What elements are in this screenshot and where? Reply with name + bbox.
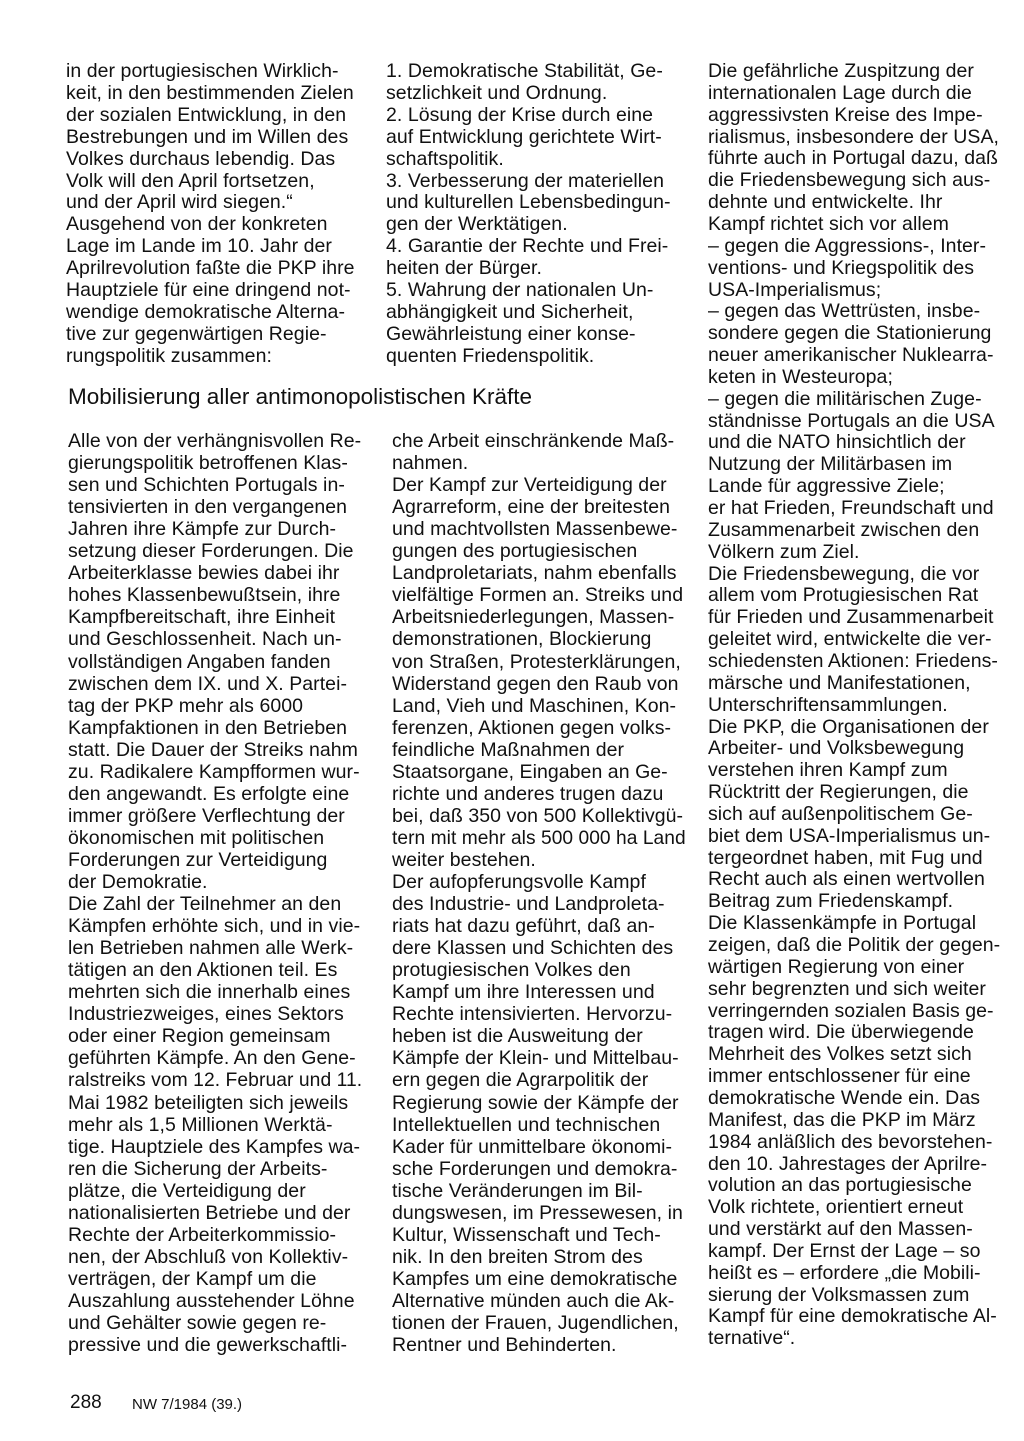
text-line: Widerstand gegen den Raub von [392,672,679,695]
text-line: Zusammenarbeit zwischen den [708,518,980,541]
text-line: ständnisse Portugals an die USA [708,409,995,432]
text-line: märsche und Manifestationen, [708,671,971,694]
text-line: Mai 1982 beteiligten sich jeweils [68,1091,349,1114]
text-line: internationalen Lage durch die [708,81,972,104]
text-line: nationalisierten Betriebe und der [68,1201,351,1224]
text-line: heiten der Bürger. [386,257,542,280]
text-line: Arbeiter- und Volksbewegung [708,737,965,760]
text-line: ern gegen die Agrarpolitik der [392,1069,649,1092]
text-line: wärtigen Regierung von einer [708,955,965,978]
text-line: Regierung sowie der Kämpfe der [392,1091,679,1114]
text-line: dungswesen, im Pressewesen, in [392,1201,683,1224]
text-line: gungen des portugiesischen [392,540,638,563]
text-line: sierung der Volksmassen zum [708,1283,970,1306]
text-line: Der Kampf zur Verteidigung der [392,474,667,497]
text-line: 2. Lösung der Krise durch eine [386,103,654,126]
text-line: Kämpfe der Klein- und Mittelbau- [392,1047,679,1070]
text-line: tive zur gegenwärtigen Regie- [66,322,327,345]
text-line: demonstrationen, Blockierung [392,628,652,651]
text-line: Rechte der Arbeiterkommissio- [68,1223,337,1246]
text-line: Volk richtete, orientiert erneut [708,1196,964,1219]
text-line: volution an das portugiesische [708,1174,972,1197]
text-line: setzung dieser Forderungen. Die [68,540,354,563]
text-line: Die Klassenkämpfe in Portugal [708,912,977,935]
text-line: vollständigen Angaben fanden [68,650,331,673]
text-line: vielfältige Formen an. Streiks und [392,584,684,607]
text-line: führte auch in Portugal dazu, daß [708,147,998,170]
text-line: den angewandt. Es erfolgte eine [68,782,350,805]
text-line: oder einer Region gemeinsam [68,1025,331,1048]
text-line: und Gehälter sowie gegen re- [68,1312,327,1334]
text-line: Industriezweiges, eines Sektors [68,1003,344,1026]
text-line: Arbeiterklasse bewies dabei ihr [68,562,340,585]
text-line: statt. Die Dauer der Streiks nahm [68,738,358,761]
text-line: tische Veränderungen im Bil- [392,1179,643,1202]
text-line: aggressivsten Kreise des Impe- [708,103,983,126]
text-line: sche Forderungen und demokra- [392,1157,678,1180]
text-line: weiter bestehen. [392,848,536,871]
text-line: Kämpfen erhöhte sich, und in vie- [68,915,361,938]
text-line: heißt es – erfordere „die Mobili- [708,1261,981,1284]
text-line: Kampf für eine demokratische Al- [708,1305,997,1328]
text-line: tionen der Frauen, Jugendlichen, [392,1312,679,1334]
text-line: Bestrebungen und im Willen des [66,125,349,148]
text-line: geführten Kämpfe. An den Gene- [68,1047,356,1070]
text-line: nen, der Abschluß von Kollektiv- [68,1245,349,1268]
text-line: 5. Wahrung der nationalen Un- [386,279,654,301]
text-line: Die PKP, die Organisationen der [708,715,989,738]
text-line: und Geschlossenheit. Nach un- [68,628,342,651]
text-line: tag der PKP mehr als 6000 [68,694,304,717]
text-line: richte und anderes trugen dazu [392,782,664,805]
text-line: Der aufopferungsvolle Kampf [392,871,646,893]
text-line: mehrten sich die innerhalb eines [68,981,351,1004]
text-line: Kultur, Wissenschaft und Tech- [392,1223,661,1246]
text-line: Staatsorgane, Eingaben an Ge- [392,760,668,783]
text-line: ren die Sicherung der Arbeits- [68,1157,328,1180]
text-line: che Arbeit einschränkende Maß- [392,430,675,452]
text-line: sich auf außenpolitischem Ge- [708,802,973,825]
text-line: sen und Schichten Portugals in- [68,474,345,497]
text-line: Arbeitsniederlegungen, Massen- [392,606,675,629]
text-line: ventions- und Kriegspolitik des [708,256,975,279]
text-line: auf Entwicklung gerichtete Wirt- [386,125,662,148]
text-line: wendige demokratische Alterna- [66,300,345,323]
issue-reference: NW 7/1984 (39.) [132,1396,243,1413]
text-line: tensivierten in den vergangenen [68,496,348,519]
text-line: immer größere Verflechtung der [68,804,345,827]
text-line: Rechte intensivierten. Hervorzu- [392,1003,673,1026]
text-line: mehr als 1,5 Millionen Werktä- [68,1113,333,1136]
text-line: von Straßen, Protesterklärungen, [392,650,681,673]
text-line: 1. Demokratische Stabilität, Ge- [386,60,663,82]
text-line: zwischen dem IX. und X. Partei- [68,672,348,695]
text-line: tern mit mehr als 500 000 ha Land [392,826,686,849]
text-line: Kampfaktionen in den Betrieben [68,716,348,739]
text-line: gen der Werktätigen. [386,213,568,236]
text-line: Land, Vieh und Maschinen, Kon- [392,694,677,717]
text-line: Alternative münden auch die Ak- [392,1289,675,1312]
text-line: ökonomischen mit politischen [68,826,325,849]
text-line: Beitrag zum Friedenskampf. [708,890,954,913]
text-line: 4. Garantie der Rechte und Frei- [386,235,669,258]
text-line: rialismus, insbesondere der USA, [708,125,999,148]
text-line: – gegen die militärischen Zuge- [708,387,982,410]
text-line: keit, in den bestimmenden Zielen [66,81,354,104]
text-line: Volk will den April fortsetzen, [66,169,315,192]
text-line: 3. Verbesserung der materiellen [386,169,664,192]
text-line: Recht auch als einen wertvollen [708,868,985,891]
text-line: 1984 anläßlich des bevorstehen- [708,1130,993,1153]
text-line: feindliche Maßnahmen der [392,738,625,761]
text-line: zu. Radikalere Kampfformen wur- [68,760,360,783]
text-line: Landproletariats, nahm ebenfalls [392,562,677,585]
text-line: und machtvollsten Massenbewe- [392,518,678,541]
text-line: – gegen die Aggressions-, Inter- [708,234,987,257]
text-line: Kampfes um eine demokratische [392,1267,678,1290]
text-line: abhängigkeit und Sicherheit, [386,300,634,323]
text-line: der Demokratie. [68,871,208,893]
text-line: hohes Klassenbewußtsein, ihre [68,584,341,607]
text-line: für Frieden und Zusammenarbeit [708,606,994,629]
text-line: Rücktritt der Regierungen, die [708,781,969,804]
text-line: Ausgehend von der konkreten [66,213,328,236]
text-line: geleitet wird, entwickelte die ver- [708,628,992,651]
text-line: Lande für aggressive Ziele; [708,475,945,498]
text-line: er hat Frieden, Freundschaft und [708,497,994,519]
text-line: riats hat dazu geführt, daß an- [392,915,655,938]
text-line: tige. Hauptziele des Kampfes wa- [68,1135,361,1158]
text-line: dere Klassen und Schichten des [392,937,674,960]
text-line: verträgen, der Kampf um die [68,1267,317,1290]
text-line: Nutzung der Militärbasen im [708,453,953,476]
text-line: ralstreiks vom 12. Februar und 11. [68,1069,363,1092]
text-line: bei, daß 350 von 500 Kollektivgü- [392,804,684,827]
text-line: Jahren ihre Kämpfe zur Durch- [68,518,337,541]
text-line: USA-Imperialismus; [708,278,882,301]
text-line: Unterschriftensammlungen. [708,693,948,716]
text-line: und kulturellen Lebensbedingun- [386,191,671,214]
text-line: dehnte und entwickelte. Ihr [708,191,943,214]
text-line: nahmen. [392,452,469,475]
text-line: in der portugiesischen Wirklich- [66,60,339,82]
text-line: die Friedensbewegung sich aus- [708,169,991,192]
text-line: den 10. Jahrestages der Aprilre- [708,1152,988,1175]
text-line: Auszahlung ausstehender Löhne [68,1289,355,1312]
text-line: Kampf um ihre Interessen und [392,981,655,1004]
text-line: verstehen ihren Kampf zum [708,759,948,782]
text-line: Intellektuellen und technischen [392,1113,661,1136]
text-line: Kampfbereitschaft, ihre Einheit [68,606,336,629]
text-line: ternative“. [708,1327,796,1350]
text-line: biet dem USA-Imperialismus un- [708,824,991,847]
text-line: Alle von der verhängnisvollen Re- [68,430,362,452]
text-line: keten in Westeuropa; [708,365,893,388]
text-line: Agrarreform, eine der breitesten [392,496,670,519]
text-line: gierungspolitik betroffenen Klas- [68,452,348,475]
text-line: Gewährleistung einer konse- [386,322,636,345]
text-line: ferenzen, Aktionen gegen volks- [392,716,672,739]
text-line: tergeordnet haben, mit Fug und [708,846,983,869]
text-line: immer entschlossener für eine [708,1065,971,1088]
text-line: protugiesischen Volkes den [392,959,631,982]
text-line: nik. In den breiten Strom des [392,1245,643,1268]
text-line: Die gefährliche Zuspitzung der [708,60,974,82]
text-line: zeigen, daß die Politik der gegen- [708,934,1001,956]
text-line: tätigen an den Aktionen teil. Es [68,959,338,982]
text-line: und verstärkt auf den Massen- [708,1218,973,1241]
text-line: kampf. Der Ernst der Lage – so [708,1239,981,1262]
text-line: Manifest, das die PKP im März [708,1108,976,1131]
text-line: Forderungen zur Verteidigung [68,848,328,871]
text-line: schiedensten Aktionen: Friedens- [708,649,998,672]
text-line: Kampf richtet sich vor allem [708,212,949,235]
text-line: Lage im Lande im 10. Jahr der [66,235,332,258]
text-line: sondere gegen die Stationierung [708,322,992,345]
text-line: allem vom Protugiesischen Rat [708,584,979,607]
text-line: Volkes durchaus lebendig. Das [66,147,336,170]
text-line: heben ist die Ausweitung der [392,1025,643,1048]
text-line: quenten Friedenspolitik. [386,344,595,367]
text-line: setzlichkeit und Ordnung. [386,81,608,104]
text-line: des Industrie- und Landproleta- [392,893,665,916]
text-line: Aprilrevolution faßte die PKP ihre [66,257,355,280]
text-line: rungspolitik zusammen: [66,344,272,367]
text-line: schaftspolitik. [386,147,504,170]
text-line: Rentner und Behinderten. [392,1334,617,1357]
text-line: – gegen das Wettrüsten, insbe- [708,300,981,323]
page-number: 288 [70,1392,102,1413]
text-line: len Betrieben nahmen alle Werk- [68,937,354,960]
text-line: tragen wird. Die überwiegende [708,1021,974,1044]
text-line: Völkern zum Ziel. [708,540,860,563]
text-line: sehr begrenzten und sich weiter [708,977,986,1000]
text-line: Kader für unmittelbare ökonomi- [392,1135,673,1158]
text-line: Hauptziele für eine dringend not- [66,279,351,301]
text-line: demokratische Wende ein. Das [708,1086,981,1109]
text-line: verringernden sozialen Basis ge- [708,999,994,1022]
text-line: pressive und die gewerkschaftli- [68,1334,348,1357]
text-line: der sozialen Entwicklung, in den [66,103,347,126]
section-heading: Mobilisierung aller antimonopolistischen Kräfte [68,384,532,409]
text-line: Die Zahl der Teilnehmer an den [68,893,342,916]
text-line: plätze, die Verteidigung der [68,1179,306,1202]
text-line: und der April wird siegen.“ [66,191,293,214]
text-line: und die NATO hinsichtlich der [708,431,966,454]
text-line: Mehrheit des Volkes setzt sich [708,1043,972,1066]
text-line: Die Friedensbewegung, die vor [708,562,980,585]
text-line: neuer amerikanischer Nuklearra- [708,344,994,367]
